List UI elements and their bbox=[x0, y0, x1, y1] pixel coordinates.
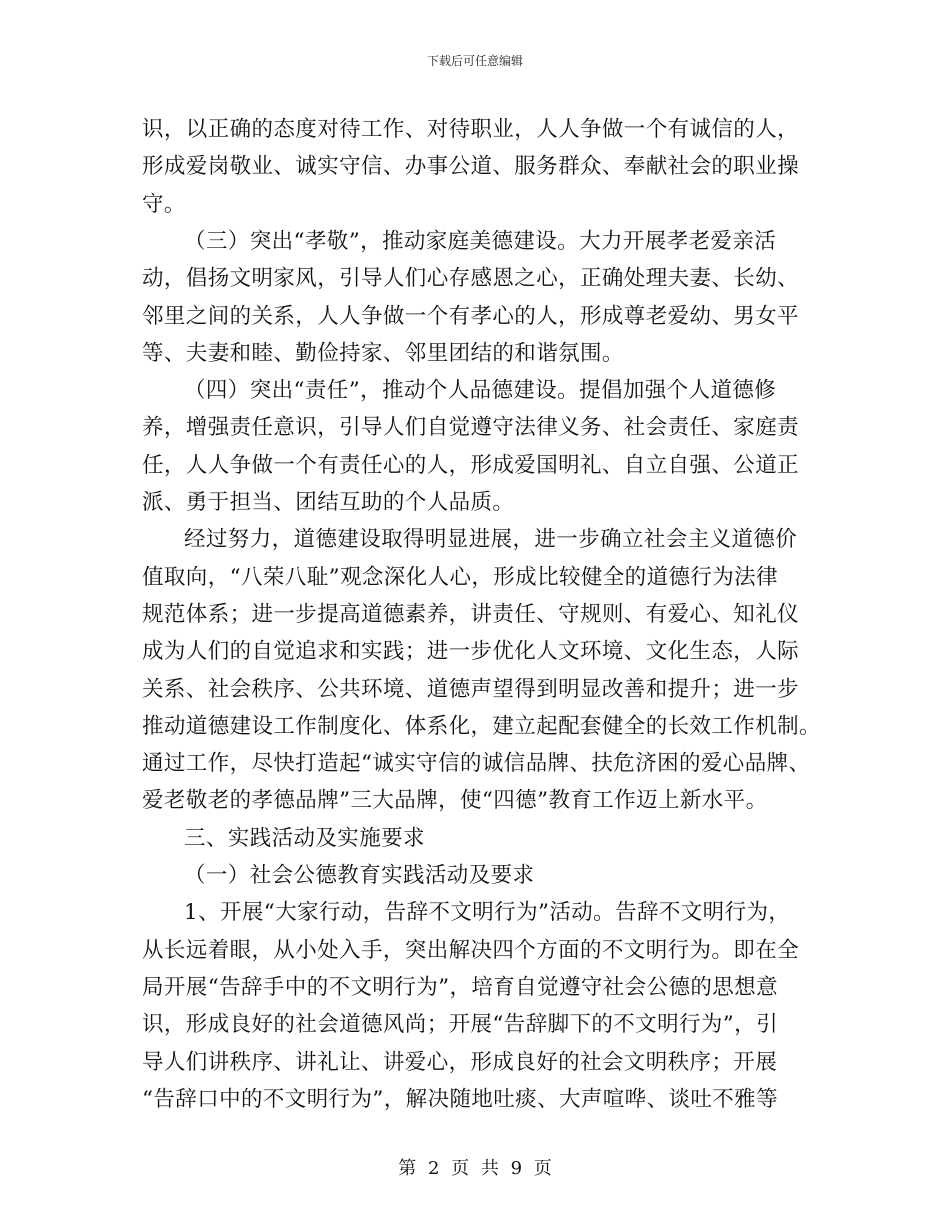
text-line: 三、实践活动及实施要求 bbox=[184, 825, 425, 851]
text-line: 动，倡扬文明家风，引导人们心存感恩之心，正确处理夫妻、长幼、 bbox=[142, 266, 800, 292]
text-line: 守。 bbox=[142, 191, 186, 217]
text-line: 从长远着眼，从小处入手，突出解决四个方面的不文明行为。即在全 bbox=[142, 937, 800, 963]
text-line: 局开展“告辞手中的不文明行为”，培育自觉遵守社会公德的思想意 bbox=[142, 974, 778, 1000]
text-line: 1、开展“大家行动，告辞不文明行为”活动。告辞不文明行为， bbox=[184, 900, 791, 926]
text-line: 等、夫妻和睦、勤俭持家、邻里团结的和谐氛围。 bbox=[142, 340, 624, 366]
text-line: 经过努力，道德建设取得明显进展，进一步确立社会主义道德价 bbox=[184, 527, 798, 553]
text-line: 派、勇于担当、团结互助的个人品质。 bbox=[142, 490, 515, 515]
text-line: 通过工作，尽快打造起“诚实守信的诚信品牌、扶危济困的爱心品牌、 bbox=[142, 751, 811, 777]
text-line: 值取向，“八荣八耻”观念深化人心，形成比较健全的道德行为法律 bbox=[142, 564, 778, 590]
page-header: 下载后可任意编辑 bbox=[426, 54, 523, 68]
text-line: （一）社会公德教育实践活动及要求 bbox=[184, 863, 535, 888]
page-footer: 第 2 页 共 9 页 bbox=[398, 1158, 552, 1179]
text-line: 形成爱岗敬业、诚实守信、办事公道、服务群众、奉献社会的职业操 bbox=[142, 154, 800, 180]
text-line: 识，形成良好的社会道德风尚；开展“告辞脚下的不文明行为”，引 bbox=[142, 1012, 778, 1038]
text-line: 推动道德建设工作制度化、体系化，建立起配套健全的长效工作机制。 bbox=[142, 713, 821, 739]
text-line: 爱老敬老的孝德品牌”三大品牌，使“四德”教育工作迈上新水平。 bbox=[142, 788, 768, 814]
text-line: 成为人们的自觉追求和实践；进一步优化人文环境、文化生态，人际 bbox=[142, 639, 800, 665]
text-line: 任，人人争做一个有责任心的人，形成爱国明礼、自立自强、公道正 bbox=[142, 452, 800, 478]
text-line: （四）突出“责任”，推动个人品德建设。提倡加强个人道德修 bbox=[184, 378, 777, 404]
text-line: （三）突出“孝敬”，推动家庭美德建设。大力开展孝老爱亲活 bbox=[184, 228, 777, 254]
text-line: 识，以正确的态度对待工作、对待职业，人人争做一个有诚信的人， bbox=[142, 117, 800, 142]
text-line: 规范体系；进一步提高道德素养，讲责任、守规则、有爱心、知礼仪 bbox=[142, 601, 800, 627]
text-line: “告辞口中的不文明行为”，解决随地吐痰、大声喧哗、谈吐不雅等 bbox=[142, 1086, 778, 1112]
text-line: 关系、社会秩序、公共环境、道德声望得到明显改善和提升；进一步 bbox=[142, 676, 800, 702]
text-line: 养，增强责任意识，引导人们自觉遵守法律义务、社会责任、家庭责 bbox=[142, 415, 800, 441]
text-line: 导人们讲秩序、讲礼让、讲爱心，形成良好的社会文明秩序；开展 bbox=[142, 1049, 778, 1075]
text-line: 邻里之间的关系，人人争做一个有孝心的人，形成尊老爱幼、男女平 bbox=[142, 303, 800, 329]
